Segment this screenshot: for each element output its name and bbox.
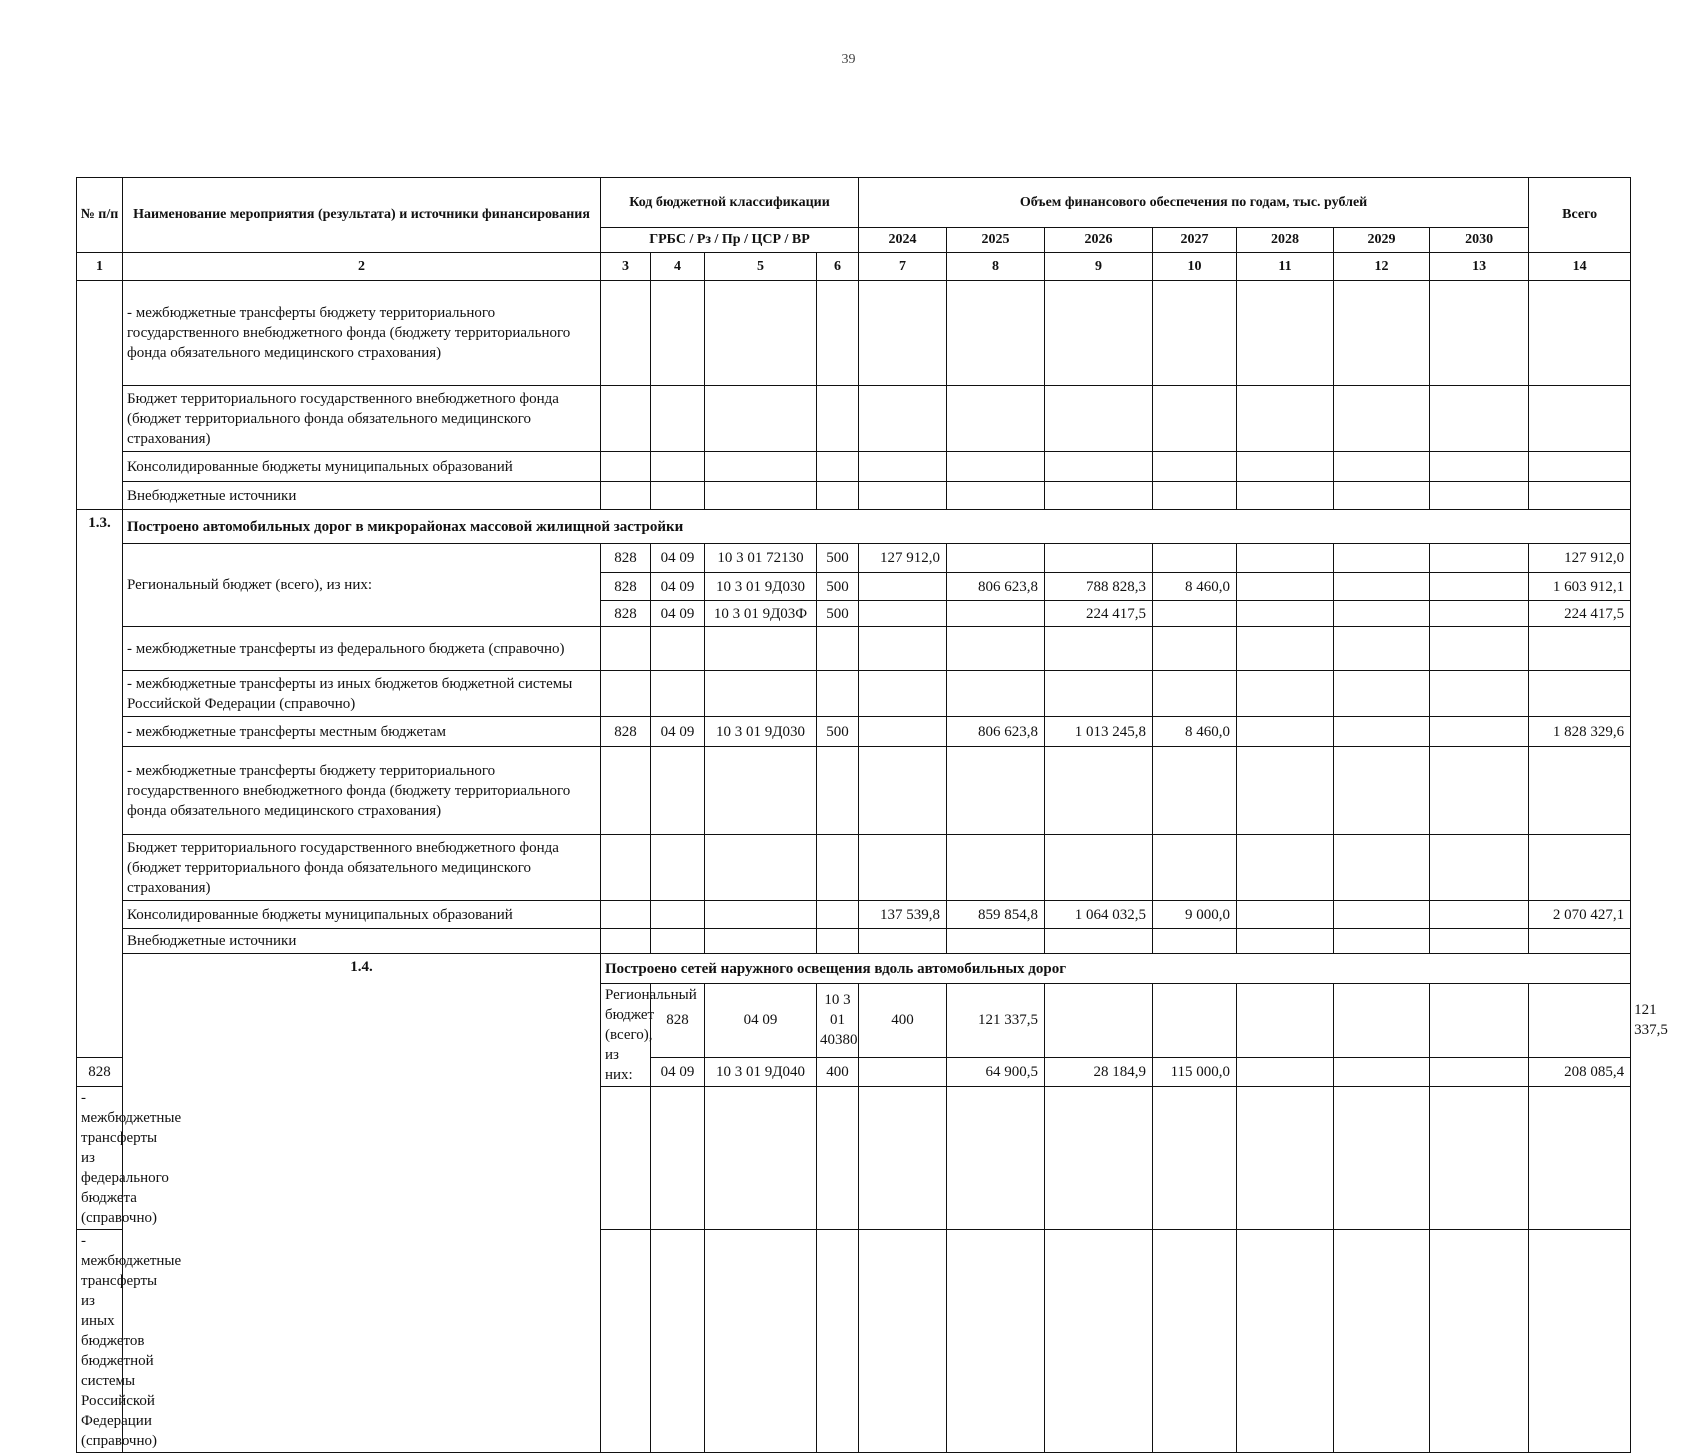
row-label: Консолидированные бюджеты муниципальных образований — [123, 901, 601, 929]
csr-cell: 10 3 01 9Д03Ф — [705, 601, 817, 627]
value-cell — [859, 717, 947, 747]
table-row — [77, 386, 1631, 452]
value-cell — [859, 601, 947, 627]
table-row — [77, 717, 1631, 747]
vr-cell: 400 — [817, 1057, 859, 1086]
column-number: 10 — [1153, 253, 1237, 281]
value-cell — [859, 1057, 947, 1086]
row-label: - межбюджетные трансферты из федерального бюджета (справочно) — [123, 627, 601, 671]
table-row: Региональный бюджет (всего), из них: 828 04 09 10 3 01 40380 400 121 337,5 121 337,5 — [77, 984, 1631, 1058]
value-cell: 127 912,0 — [859, 544, 947, 573]
value-cell: 64 900,5 — [947, 1057, 1045, 1086]
csr-cell: 10 3 01 40380 — [817, 984, 859, 1058]
grbs-cell: 828 — [601, 601, 651, 627]
row-label: - межбюджетные трансферты из федерального бюджета (справочно) — [77, 1087, 123, 1230]
section-index: 1.4. — [123, 954, 601, 1453]
header-year: 2026 — [1045, 228, 1153, 253]
value-cell: 121 337,5 — [947, 984, 1045, 1058]
row-label: Внебюджетные источники — [123, 929, 601, 954]
rz-cell: 04 09 — [651, 717, 705, 747]
header-year: 2027 — [1153, 228, 1237, 253]
header-year: 2030 — [1430, 228, 1529, 253]
row-label: Бюджет территориального государственного внебюджетного фонда (бюджет территориального фонда обязательного медицинского страхования) — [123, 835, 601, 901]
value-cell — [1045, 984, 1153, 1058]
column-number: 2 — [123, 253, 601, 281]
column-number: 11 — [1237, 253, 1334, 281]
value-cell: 806 623,8 — [947, 717, 1045, 747]
value-cell: 8 460,0 — [1153, 573, 1237, 601]
row-label: - межбюджетные трансферты бюджету территориального государственного внебюджетного фонда (бюджету территориального фонда обязательного медицинского страхования) — [123, 747, 601, 835]
grbs-cell: 828 — [651, 984, 705, 1058]
value-cell — [947, 544, 1045, 573]
total-cell: 208 085,4 — [1529, 1057, 1631, 1086]
header-year: 2024 — [859, 228, 947, 253]
section-title: Построено сетей наружного освещения вдоль автомобильных дорог — [601, 954, 1631, 984]
csr-cell: 10 3 01 9Д030 — [705, 573, 817, 601]
column-number: 14 — [1529, 253, 1631, 281]
table-row — [77, 901, 1631, 929]
value-cell — [947, 601, 1045, 627]
row-label: Консолидированные бюджеты муниципальных образований — [123, 452, 601, 482]
value-cell: 1 013 245,8 — [1045, 717, 1153, 747]
value-cell — [859, 573, 947, 601]
page-number: 39 — [841, 52, 856, 67]
total-cell: 2 070 427,1 — [1529, 901, 1631, 929]
vr-cell: 500 — [817, 544, 859, 573]
row-label: - межбюджетные трансферты местным бюджетам — [123, 717, 601, 747]
vr-cell: 500 — [817, 573, 859, 601]
table-row — [77, 627, 1631, 671]
section-index: 1.3. — [77, 510, 123, 1058]
column-number: 4 — [651, 253, 705, 281]
column-number: 3 — [601, 253, 651, 281]
header-name: Наименование мероприятия (результата) и источники финансирования — [123, 178, 601, 253]
value-cell: 28 184,9 — [1045, 1057, 1153, 1086]
section-row — [77, 954, 1631, 984]
value-cell — [1153, 984, 1237, 1058]
row-label: - межбюджетные трансферты из иных бюджетов бюджетной системы Российской Федерации (справочно) — [77, 1230, 123, 1453]
vr-cell: 500 — [817, 717, 859, 747]
index-cell — [77, 281, 123, 510]
rz-cell: 04 09 — [705, 984, 817, 1058]
header-total: Всего — [1529, 178, 1631, 253]
header-num: № п/п — [77, 178, 123, 253]
total-cell: 224 417,5 — [1529, 601, 1631, 627]
header-year: 2025 — [947, 228, 1045, 253]
row-label: - межбюджетные трансферты из иных бюджетов бюджетной системы Российской Федерации (справочно) — [123, 671, 601, 717]
grbs-cell: 828 — [601, 573, 651, 601]
column-number: 1 — [77, 253, 123, 281]
csr-cell: 10 3 01 72130 — [705, 544, 817, 573]
column-number: 8 — [947, 253, 1045, 281]
rz-cell: 04 09 — [651, 601, 705, 627]
total-cell: 1 603 912,1 — [1529, 573, 1631, 601]
header-code: Код бюджетной классификации — [601, 178, 859, 228]
column-number: 6 — [817, 253, 859, 281]
vr-cell: 500 — [817, 601, 859, 627]
section-row — [77, 510, 1631, 544]
grbs-cell: 828 — [77, 1057, 123, 1086]
value-cell: 806 623,8 — [947, 573, 1045, 601]
value-cell: 788 828,3 — [1045, 573, 1153, 601]
table-row — [77, 452, 1631, 482]
value-cell: 115 000,0 — [1153, 1057, 1237, 1086]
regional-budget-label: Региональный бюджет (всего), из них: — [123, 544, 601, 627]
row-label: Бюджет территориального государственного внебюджетного фонда (бюджет территориального фонда обязательного медицинского страхования) — [123, 386, 601, 452]
value-cell: 859 854,8 — [947, 901, 1045, 929]
value-cell — [1045, 544, 1153, 573]
table-row — [77, 544, 1631, 573]
value-cell — [1153, 544, 1237, 573]
table-row — [77, 482, 1631, 510]
grbs-cell: 828 — [601, 717, 651, 747]
value-cell — [1153, 601, 1237, 627]
header-year: 2028 — [1237, 228, 1334, 253]
total-cell: 127 912,0 — [1529, 544, 1631, 573]
header-year: 2029 — [1334, 228, 1430, 253]
header-code-sub: ГРБС / Рз / Пр / ЦСР / ВР — [601, 228, 859, 253]
rz-cell: 04 09 — [651, 573, 705, 601]
vr-cell: 400 — [859, 984, 947, 1058]
column-number: 12 — [1334, 253, 1430, 281]
table-row — [77, 835, 1631, 901]
header-volume: Объем финансового обеспечения по годам, тыс. рублей — [859, 178, 1529, 228]
total-cell: 1 828 329,6 — [1529, 717, 1631, 747]
section-title: Построено автомобильных дорог в микрорайонах массовой жилищной застройки — [123, 510, 1631, 544]
column-number: 9 — [1045, 253, 1153, 281]
table-row — [77, 671, 1631, 717]
rz-cell: 04 09 — [651, 1057, 705, 1086]
column-number: 5 — [705, 253, 817, 281]
value-cell: 137 539,8 — [859, 901, 947, 929]
value-cell: 1 064 032,5 — [1045, 901, 1153, 929]
value-cell: 8 460,0 — [1153, 717, 1237, 747]
grbs-cell: 828 — [601, 544, 651, 573]
value-cell — [1237, 984, 1334, 1058]
rz-cell: 04 09 — [651, 544, 705, 573]
value-cell: 9 000,0 — [1153, 901, 1237, 929]
row-label: Внебюджетные источники — [123, 482, 601, 510]
table-row — [77, 747, 1631, 835]
column-number: 13 — [1430, 253, 1529, 281]
table-row — [77, 281, 1631, 386]
value-cell: 224 417,5 — [1045, 601, 1153, 627]
csr-cell: 10 3 01 9Д030 — [705, 717, 817, 747]
row-label: - межбюджетные трансферты бюджету территориального государственного внебюджетного фонда (бюджету территориального фонда обязательного медицинского страхования) — [123, 281, 601, 386]
csr-cell: 10 3 01 9Д040 — [705, 1057, 817, 1086]
regional-budget-label: Региональный бюджет (всего), из них: — [601, 984, 651, 1087]
table-row — [77, 929, 1631, 954]
budget-table — [76, 177, 1668, 1453]
column-number: 7 — [859, 253, 947, 281]
